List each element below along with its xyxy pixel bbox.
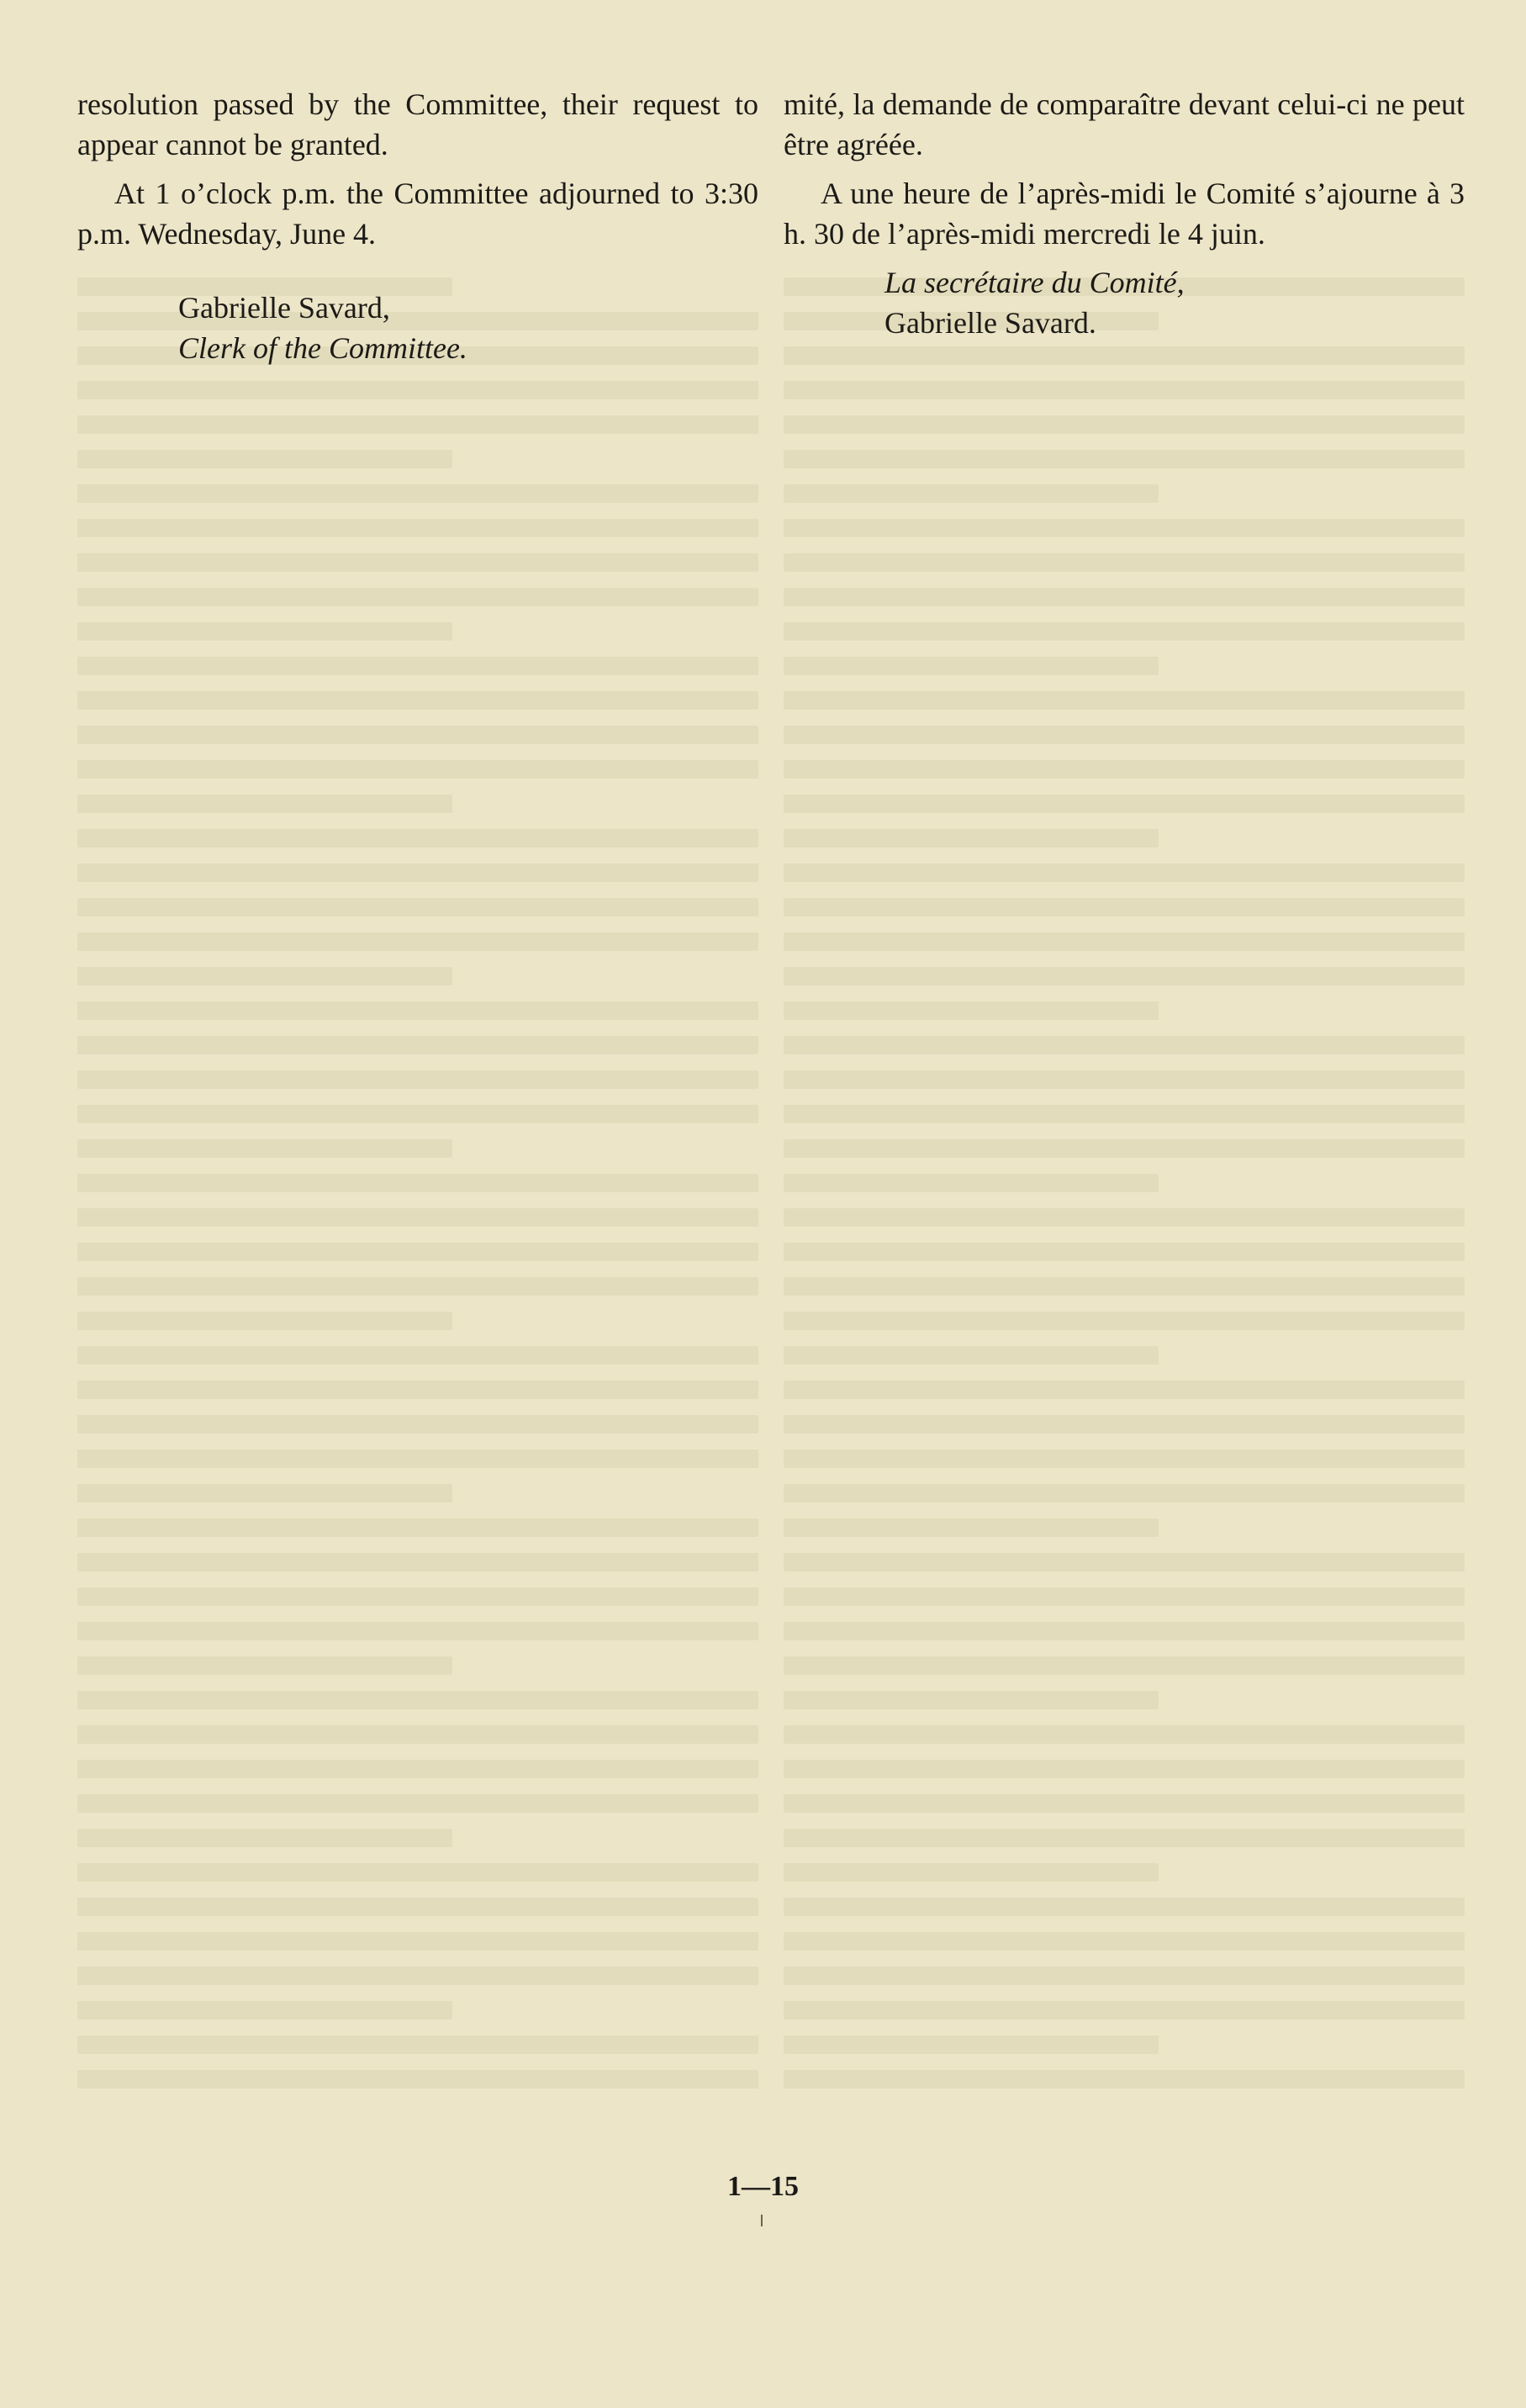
show-through-line — [784, 553, 1465, 572]
show-through-line — [784, 1243, 1465, 1261]
show-through-line — [77, 657, 758, 675]
show-through-line — [77, 1174, 758, 1192]
show-through-line — [784, 898, 1465, 916]
show-through-line — [77, 726, 758, 744]
show-through-line — [784, 1174, 1159, 1192]
show-through-line — [784, 1587, 1465, 1606]
show-through-line — [77, 415, 758, 434]
show-through-line — [784, 863, 1465, 882]
english-signature-name: Gabrielle Savard, — [178, 291, 390, 325]
show-through-line — [784, 726, 1465, 744]
show-through-line — [77, 1656, 452, 1675]
show-through-line — [784, 1794, 1465, 1813]
show-through-line — [77, 967, 452, 985]
show-through-line — [77, 1829, 452, 1847]
show-through-line — [77, 1415, 758, 1434]
show-through-line — [784, 657, 1159, 675]
show-through-line — [77, 519, 758, 537]
show-through-line — [784, 1898, 1465, 1916]
show-through-line — [784, 1312, 1465, 1330]
show-through-line — [77, 1691, 758, 1709]
show-through-line — [77, 1346, 758, 1365]
show-through-line — [77, 484, 758, 503]
show-through-line — [784, 519, 1465, 537]
show-through-line — [784, 829, 1159, 848]
show-through-line — [77, 760, 758, 779]
faint-show-through-text — [0, 277, 1526, 2211]
english-adjournment-paragraph: At 1 o’clock p.m. the Committee adjourned to 3:30 p.m. Wednesday, June 4. — [77, 177, 758, 251]
show-through-line — [784, 1622, 1465, 1640]
show-through-line — [784, 2070, 1465, 2089]
english-paragraph-continued: resolution passed by the Committee, their request to appear cannot be granted. — [77, 87, 758, 161]
show-through-line — [784, 1863, 1159, 1882]
show-through-line — [784, 691, 1465, 710]
show-through-line — [77, 863, 758, 882]
show-through-line — [784, 1450, 1465, 1468]
show-through-line — [77, 622, 452, 641]
show-through-line — [77, 1863, 758, 1882]
show-through-line — [77, 450, 452, 468]
show-through-line — [784, 967, 1465, 985]
english-column — [77, 84, 758, 368]
show-through-line — [77, 381, 758, 399]
show-through-line — [784, 415, 1465, 434]
show-through-line — [77, 1105, 758, 1123]
show-through-line — [77, 1518, 758, 1537]
show-through-line — [77, 1898, 758, 1916]
show-through-line — [77, 1036, 758, 1054]
show-through-line — [784, 1829, 1465, 1847]
show-through-line — [784, 1346, 1159, 1365]
show-through-line — [77, 829, 758, 848]
show-through-line — [77, 1139, 452, 1158]
french-signature-name: Gabrielle Savard. — [884, 306, 1096, 340]
show-through-line — [77, 898, 758, 916]
show-through-line — [77, 1001, 758, 1020]
show-through-line — [784, 1760, 1465, 1778]
french-signature-title: La secrétaire du Comité, — [884, 266, 1185, 299]
show-through-line — [784, 2036, 1159, 2054]
show-through-line — [784, 1518, 1159, 1537]
show-through-line — [784, 450, 1465, 468]
show-through-line — [784, 622, 1465, 641]
show-through-line — [784, 932, 1465, 951]
show-through-line — [77, 1553, 758, 1571]
show-through-line — [784, 1001, 1159, 1020]
show-through-line — [77, 1381, 758, 1399]
show-through-line — [784, 1036, 1465, 1054]
french-adjournment-paragraph: A une heure de l’après-midi le Comité s’ajourne à 3 h. 30 de l’après-midi mercredi le 4 juin. — [784, 177, 1465, 251]
show-through-line — [784, 1139, 1465, 1158]
show-through-line — [784, 1105, 1465, 1123]
show-through-line — [77, 1208, 758, 1227]
french-paragraph-continued: mité, la demande de comparaître devant celui-ci ne peut être agréée. — [784, 87, 1465, 161]
show-through-line — [784, 795, 1465, 813]
show-through-line — [77, 1760, 758, 1778]
page-folio: 1—15 — [727, 2171, 799, 2202]
english-signature-title: Clerk of the Committee. — [178, 331, 467, 365]
show-through-line — [77, 1794, 758, 1813]
show-through-line — [77, 1725, 758, 1744]
show-through-line — [784, 484, 1159, 503]
show-through-line — [77, 1070, 758, 1089]
show-through-line — [784, 1070, 1465, 1089]
show-through-line — [784, 1932, 1465, 1951]
show-through-line — [77, 1243, 758, 1261]
show-through-line — [784, 1691, 1159, 1709]
show-through-line — [77, 1967, 758, 1985]
show-through-line — [784, 1967, 1465, 1985]
show-through-line — [77, 1277, 758, 1296]
show-through-line — [784, 1553, 1465, 1571]
show-through-line — [784, 381, 1465, 399]
show-through-line — [784, 1208, 1465, 1227]
show-through-line — [784, 760, 1465, 779]
show-through-line — [77, 795, 452, 813]
show-through-line — [784, 1484, 1465, 1502]
show-through-line — [77, 2001, 452, 2020]
show-through-line — [77, 691, 758, 710]
french-column — [784, 84, 1465, 343]
show-through-line — [77, 1587, 758, 1606]
show-through-line — [784, 588, 1465, 606]
show-through-line — [77, 588, 758, 606]
show-through-line — [77, 553, 758, 572]
show-through-line — [77, 1932, 758, 1951]
show-through-line — [784, 1381, 1465, 1399]
folio-rule-mark — [761, 2215, 763, 2226]
show-through-line — [784, 346, 1465, 365]
show-through-line — [784, 1725, 1465, 1744]
show-through-line — [784, 1656, 1465, 1675]
show-through-line — [784, 2001, 1465, 2020]
show-through-line — [77, 2036, 758, 2054]
show-through-line — [77, 1484, 452, 1502]
show-through-line — [77, 2070, 758, 2089]
show-through-line — [784, 1415, 1465, 1434]
show-through-line — [77, 1450, 758, 1468]
show-through-line — [77, 1312, 452, 1330]
show-through-line — [77, 932, 758, 951]
show-through-line — [77, 1622, 758, 1640]
show-through-line — [784, 1277, 1465, 1296]
